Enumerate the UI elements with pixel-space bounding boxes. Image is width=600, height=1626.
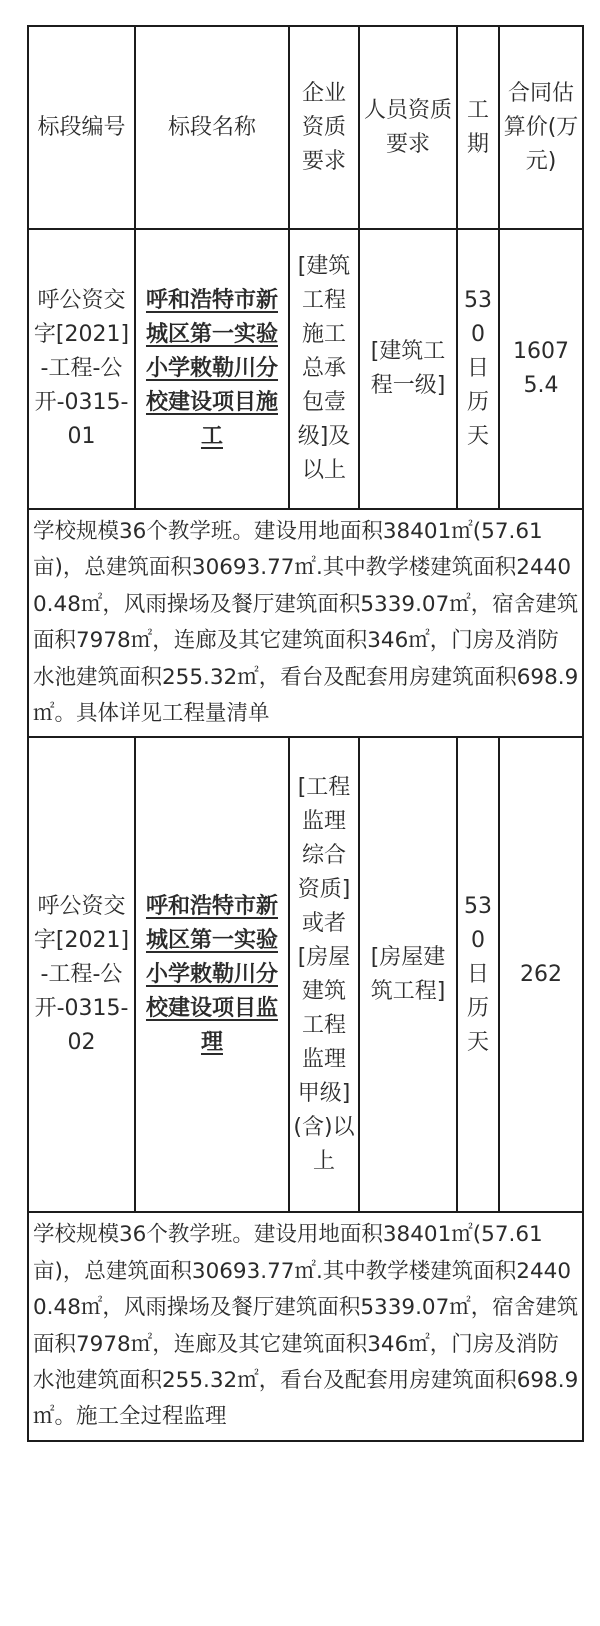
header-company-qual: 企业资质要求	[289, 26, 359, 229]
table-row	[28, 737, 583, 1212]
bid-lot-table	[27, 25, 584, 1442]
cell-description: 学校规模36个教学班。建设用地面积38401㎡(57.61亩)，总建筑面积30693.77㎡.其中教学楼建筑面积24400.48㎡，风雨操场及餐厅建筑面积5339.07㎡，宿舍建筑面积7978㎡，连廊及其它建筑面积346㎡，门房及消防水池建筑面积255.32㎡，看台及配套用房建筑面积698.9㎡。施工全过程监理	[28, 1212, 583, 1440]
cell-lot-no: 呼公资交字[2021]-工程-公开-0315-01	[28, 229, 135, 509]
table-row	[28, 229, 583, 509]
table-header-row	[28, 26, 583, 229]
header-price: 合同估算价(万元)	[499, 26, 583, 229]
cell-staff-qual: [房屋建筑工程]	[359, 737, 457, 1212]
cell-staff-qual: [建筑工程一级]	[359, 229, 457, 509]
cell-lot-name: 呼和浩特市新城区第一实验小学敕勒川分校建设项目监理	[135, 737, 289, 1212]
header-staff-qual: 人员资质要求	[359, 26, 457, 229]
cell-company-qual: [建筑工程施工总承包壹级]及以上	[289, 229, 359, 509]
cell-period: 530日历天	[457, 737, 499, 1212]
header-period: 工期	[457, 26, 499, 229]
cell-lot-no: 呼公资交字[2021]-工程-公开-0315-02	[28, 737, 135, 1212]
cell-lot-name: 呼和浩特市新城区第一实验小学敕勒川分校建设项目施工	[135, 229, 289, 509]
description-row	[28, 509, 583, 737]
cell-description: 学校规模36个教学班。建设用地面积38401㎡(57.61亩)，总建筑面积30693.77㎡.其中教学楼建筑面积24400.48㎡，风雨操场及餐厅建筑面积5339.07㎡，宿舍建筑面积7978㎡，连廊及其它建筑面积346㎡，门房及消防水池建筑面积255.32㎡，看台及配套用房建筑面积698.9㎡。具体详见工程量清单	[28, 509, 583, 737]
header-lot-name: 标段名称	[135, 26, 289, 229]
description-row	[28, 1212, 583, 1440]
cell-price: 16075.4	[499, 229, 583, 509]
cell-period: 530日历天	[457, 229, 499, 509]
cell-price: 262	[499, 737, 583, 1212]
cell-company-qual: [工程监理综合资质]或者[房屋建筑工程监理甲级](含)以上	[289, 737, 359, 1212]
header-lot-no: 标段编号	[28, 26, 135, 229]
